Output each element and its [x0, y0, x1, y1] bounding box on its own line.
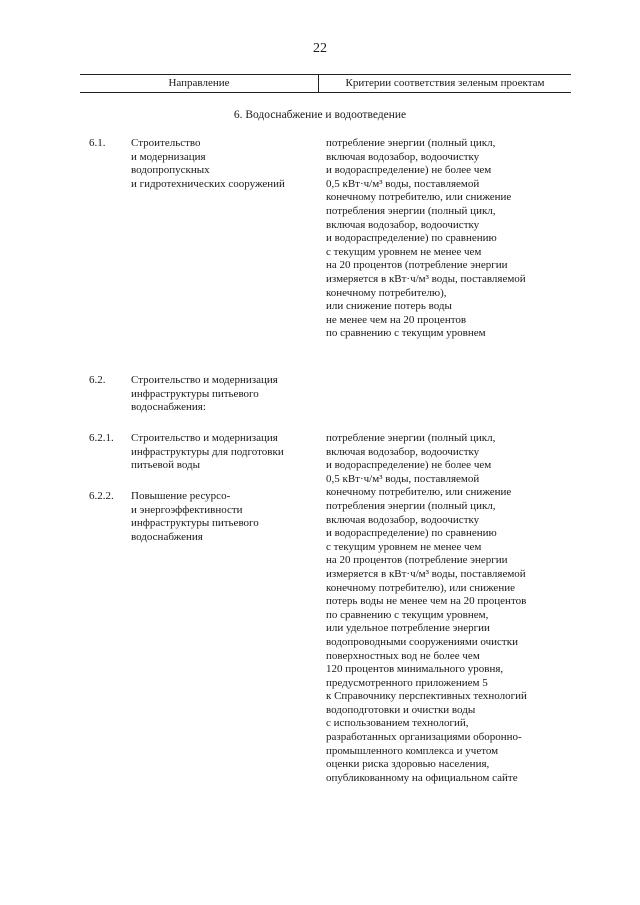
criteria-line: 0,5 кВт·ч/м³ воды, поставляемой — [326, 177, 480, 190]
criteria-line: включая водозабор, водоочистку — [326, 150, 480, 163]
criteria-line: предусмотренного приложением 5 — [326, 676, 488, 689]
criteria-line: или удельное потребление энергии — [326, 622, 490, 635]
criteria-line: измеряется в кВт·ч/м³ воды, поставляемой — [326, 567, 526, 580]
criteria-line: по сравнению с текущим уровнем, — [326, 608, 489, 621]
criteria-line: и водораспределение) по сравнению — [326, 232, 497, 245]
criteria-line: и водораспределение) не более чем — [326, 459, 492, 472]
row-direction-6-1 — [131, 137, 285, 191]
direction-line: водопропускных — [131, 164, 210, 177]
criteria-line: с текущим уровнем не менее чем — [326, 245, 482, 258]
row-direction-6-2 — [131, 374, 278, 415]
direction-line: и энергоэффективности — [131, 503, 243, 516]
section-title: 6. Водоснабжение и водоотведение — [233, 109, 407, 121]
table-header — [80, 74, 571, 93]
row-criteria-6-1 — [326, 137, 526, 341]
criteria-line: и водораспределение) по сравнению — [326, 527, 497, 540]
direction-line: и гидротехнических сооружений — [131, 177, 285, 190]
direction-line: Строительство и модернизация — [131, 374, 278, 386]
criteria-line: с текущим уровнем не менее чем — [326, 540, 482, 553]
header-criteria: Критерии соответствия зеленым проектам — [345, 77, 545, 89]
criteria-line: с использованием технологий, — [326, 717, 469, 730]
criteria-line: потребление энергии (полный цикл, — [326, 432, 496, 444]
criteria-line: водопроводными сооружениями очистки — [326, 635, 518, 648]
criteria-line: на 20 процентов (потребление энергии — [326, 554, 508, 567]
criteria-line: и водораспределение) не более чем — [326, 164, 492, 177]
direction-line: инфраструктуры питьевого — [131, 387, 259, 400]
row-direction-6-2-2 — [131, 490, 259, 544]
criteria-line: 120 процентов минимального уровня, — [326, 663, 504, 676]
header-direction: Направление — [80, 75, 319, 92]
criteria-line: к Справочнику перспективных технологий — [326, 690, 527, 703]
direction-line: водоснабжения: — [131, 401, 206, 414]
criteria-line: не менее чем на 20 процентов — [326, 313, 467, 326]
direction-line: и модернизация — [131, 150, 206, 163]
criteria-line: по сравнению с текущим уровнем — [326, 327, 486, 340]
row-direction-6-2-1 — [131, 432, 284, 473]
criteria-line: включая водозабор, водоочистку — [326, 445, 480, 458]
criteria-line: потребления энергии (полный цикл, — [326, 499, 496, 512]
row-number-6-2: 6.2. — [89, 374, 106, 386]
criteria-line: поверхностных вод не более чем — [326, 649, 480, 662]
criteria-line: 0,5 кВт·ч/м³ воды, поставляемой — [326, 472, 480, 485]
criteria-line: потерь воды не менее чем на 20 процентов — [326, 595, 527, 608]
direction-line: инфраструктуры питьевого — [131, 517, 259, 530]
row-number-6-2-1: 6.2.1. — [89, 432, 114, 444]
criteria-line: потребление энергии (полный цикл, — [326, 137, 496, 149]
page-number: 22 — [313, 41, 327, 56]
direction-line: Повышение ресурсо- — [131, 490, 231, 502]
criteria-line: промышленного комплекса и учетом — [326, 744, 499, 757]
direction-line: питьевой воды — [131, 459, 201, 472]
criteria-line: конечному потребителю, или снижение — [326, 191, 512, 204]
criteria-line: опубликованному на официальном сайте — [326, 771, 518, 784]
criteria-line: разработанных организациями оборонно- — [326, 731, 522, 744]
direction-line: инфраструктуры для подготовки — [131, 445, 284, 458]
direction-line: Строительство и модернизация — [131, 432, 278, 444]
criteria-6-2-1-6-2-2 — [326, 432, 527, 785]
criteria-line: водоподготовки и очистки воды — [326, 703, 476, 716]
row-number-6-1: 6.1. — [89, 137, 106, 149]
criteria-line: или снижение потерь воды — [326, 300, 452, 313]
criteria-line: измеряется в кВт·ч/м³ воды, поставляемой — [326, 272, 526, 285]
criteria-line: конечному потребителю), или снижение — [326, 581, 515, 594]
criteria-line: потребления энергии (полный цикл, — [326, 204, 496, 217]
criteria-line: конечному потребителю), — [326, 286, 447, 299]
criteria-line: включая водозабор, водоочистку — [326, 218, 480, 231]
criteria-line: включая водозабор, водоочистку — [326, 513, 480, 526]
criteria-line: на 20 процентов (потребление энергии — [326, 259, 508, 272]
direction-line: водоснабжения — [131, 530, 203, 543]
criteria-line: оценки риска здоровью населения, — [326, 758, 490, 771]
direction-line: Строительство — [131, 137, 201, 149]
row-number-6-2-2: 6.2.2. — [89, 490, 114, 502]
criteria-line: конечному потребителю, или снижение — [326, 486, 512, 499]
